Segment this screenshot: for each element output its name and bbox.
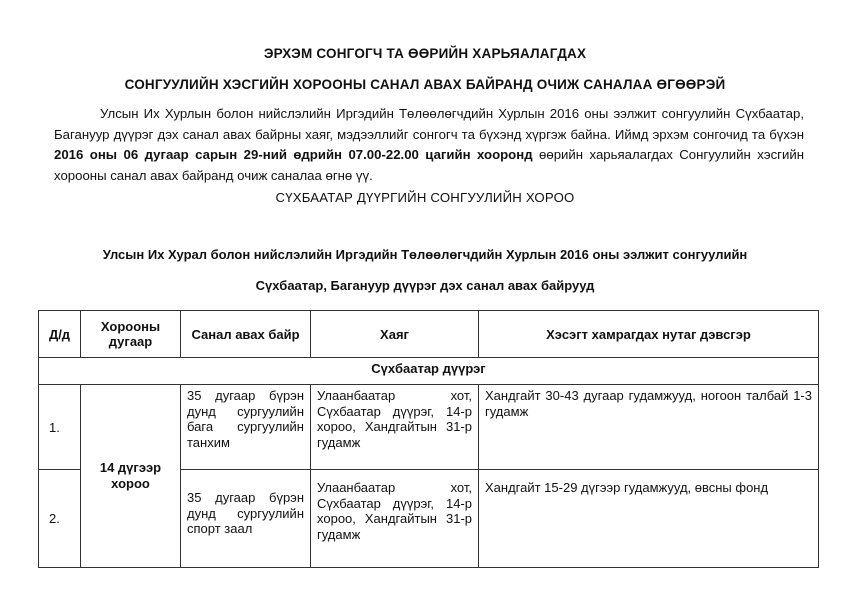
table-row (39, 385, 819, 470)
district-row (39, 358, 819, 385)
table-caption-line1: Улсын Их Хурал болон нийслэлийн Иргэдийн Төлөөлөгчдийн Хурлын 2016 оны ээлжит сонгуулийн (102, 247, 748, 262)
intro-paragraph (54, 104, 804, 186)
header-address: Хаяг (311, 311, 479, 358)
intro-text-2: өөрийн харьяалагдах Сонгуулийн хэсгийн хорооны санал авах байранд очиж саналаа өгнө үү. (54, 147, 805, 183)
row-territory: Хандгайт 15-29 дүгээр гудамжууд, өвсны фонд (479, 470, 819, 568)
row-address: Улаанбаатар хот, Сүхбаатар дүүрэг, 14-р хороо, Хандгайтын 31-р гудамж (311, 470, 479, 568)
row-address: Улаанбаатар хот, Сүхбаатар дүүрэг, 14-р хороо, Хандгайтын 31-р гудамж (311, 385, 479, 470)
row-place: 35 дугаар бүрэн дунд сургуулийн бага сургуулийн танхим (181, 385, 311, 470)
intro-text-1: Улсын Их Хурлын болон нийслэлийн Иргэдийн Төлөөлөгчдийн Хурлын 2016 оны ээлжит сонгуулийн Сүхбаатар, Багануур дүүрэг дэх санал авах байрны хаяг, мэдээллийг сонгогч та бүхэнд хүргэж байна. Иймд эрхэм сонгочид та бүхэн (54, 106, 804, 142)
row-num: 1. (39, 385, 81, 470)
row-place: 35 дугаар бүрэн дунд сургуулийн спорт заал (181, 470, 311, 568)
header-territory: Хэсэгт хамрагдах нутаг дэвсгэр (479, 311, 819, 358)
table-caption-line2: Сүхбаатар, Багануур дүүрэг дэх санал авах байрууд (255, 278, 595, 293)
table-header-row (39, 311, 819, 358)
khoroo-cell: 14 дүгээр хороо (81, 385, 181, 568)
row-num: 2. (39, 470, 81, 568)
header-khoroo: Хорооны дугаар (81, 311, 181, 358)
row-territory: Хандгайт 30-43 дугаар гудамжууд, ногоон талбай 1-3 гудамж (479, 385, 819, 470)
header-place: Санал авах байр (181, 311, 311, 358)
district-name: Сүхбаатар дүүрэг (39, 358, 819, 385)
announcement-subtitle: СОНГУУЛИЙН ХЭСГИЙН ХОРООНЫ САНАЛ АВАХ БАЙРАНД ОЧИЖ САНАЛАА ӨГӨӨРЭЙ (124, 77, 726, 92)
committee-signature: СҮХБААТАР ДҮҮРГИЙН СОНГУУЛИЙН ХОРОО (275, 190, 575, 205)
header-num: Д/д (39, 311, 81, 358)
announcement-title: ЭРХЭМ СОНГОГЧ ТА ӨӨРИЙН ХАРЬЯАЛАГДАХ (263, 46, 587, 61)
polling-stations-table (38, 310, 819, 568)
intro-date-bold: 2016 оны 06 дугаар сарын 29-ний өдрийн 07.00-22.00 цагийн хооронд (54, 147, 533, 162)
